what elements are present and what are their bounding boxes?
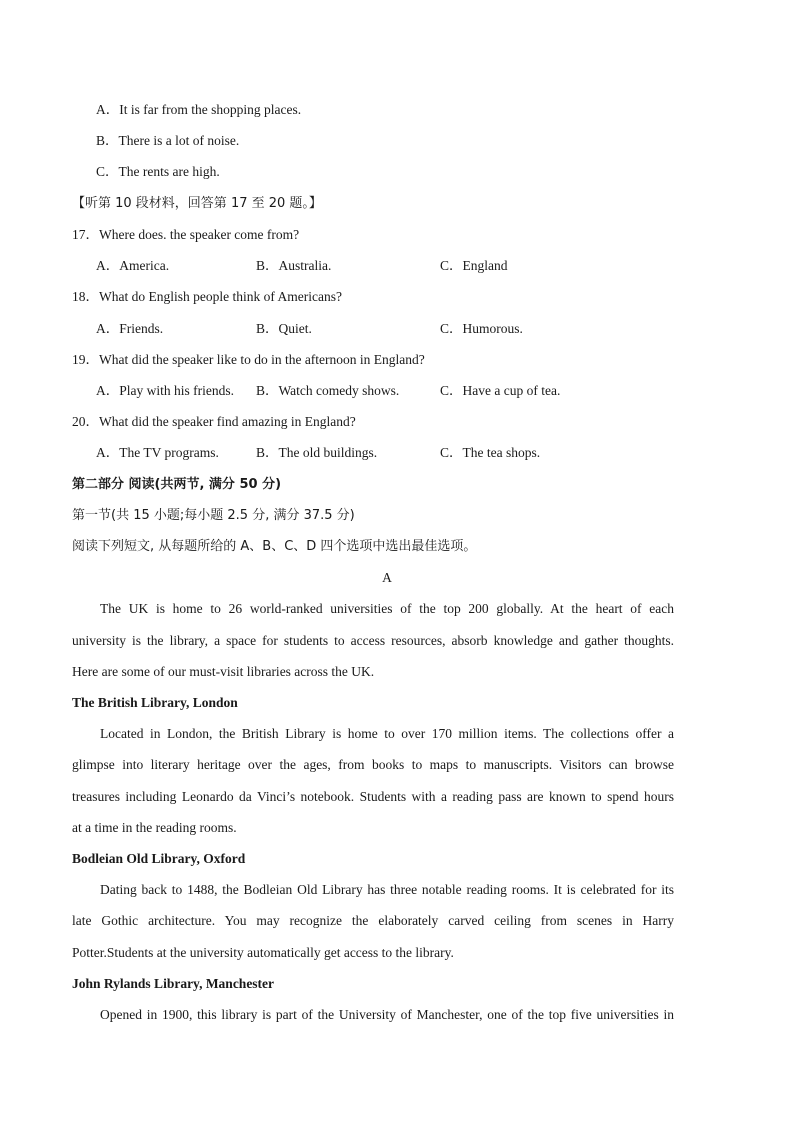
question-19-option-c[interactable]: C．Have a cup of tea. [440,383,561,398]
question-17-stem: 17．Where does. the speaker come from? [72,227,300,242]
question-20-option-b[interactable]: B．The old buildings. [256,445,378,460]
british-library-line-4: at a time in the reading rooms. [72,820,237,835]
q16-option-a[interactable]: A．It is far from the shopping places. [96,102,302,117]
part2-instruction: 阅读下列短文, 从每题所给的 A、B、C、D 四个选项中选出最佳选项。 [72,539,477,554]
listening-section-prompt: 【听第 10 段材料，回答第 17 至 20 题。】 [72,196,322,211]
british-library-line-3: treasures including Leonardo da Vinci’s notebook. Students with a reading pass are known to spend hours [72,789,674,804]
part2-section1-heading: 第一节(共 15 小题;每小题 2.5 分, 满分 37.5 分) [72,508,355,523]
british-library-line-1: Located in London, the British Library is home to over 170 million items. The collections offer a [100,726,674,741]
bodleian-line-2: late Gothic architecture. You may recognize the elaborately carved ceiling from scenes in Harry [72,913,674,928]
question-18-option-a[interactable]: A．Friends. [96,321,164,336]
question-19-option-b[interactable]: B．Watch comedy shows. [256,383,400,398]
q16-option-b[interactable]: B．There is a lot of noise. [96,133,240,148]
bodleian-line-1: Dating back to 1488, the Bodleian Old Library has three notable reading rooms. It is celebrated for its [100,882,674,897]
question-20-option-c[interactable]: C．The tea shops. [440,445,541,460]
part2-heading: 第二部分 阅读(共两节, 满分 50 分) [72,477,282,492]
british-library-title: The British Library, London [72,695,238,710]
bodleian-line-3: Potter.Students at the university automatically get access to the library. [72,945,454,960]
passage-intro-line-1: The UK is home to 26 world-ranked universities of the top 200 globally. At the heart of each [100,601,674,616]
passage-intro-line-2: university is the library, a space for students to access resources, absorb knowledge and gather thoughts. [72,633,674,648]
passage-intro-line-3: Here are some of our must-visit libraries across the UK. [72,664,375,679]
passage-label: A [382,570,392,585]
rylands-title: John Rylands Library, Manchester [72,976,275,991]
question-20-option-a[interactable]: A．The TV programs. [96,445,219,460]
question-17-option-a[interactable]: A．America. [96,258,170,273]
question-19-stem: 19．What did the speaker like to do in the afternoon in England? [72,352,425,367]
question-20-stem: 20．What did the speaker find amazing in England? [72,414,356,429]
question-17-option-c[interactable]: C．England [440,258,508,273]
q16-option-c[interactable]: C．The rents are high. [96,164,220,179]
rylands-line-1: Opened in 1900, this library is part of the University of Manchester, one of the top five universities in [100,1007,674,1022]
question-19-option-a[interactable]: A．Play with his friends. [96,383,234,398]
question-17-option-b[interactable]: B．Australia. [256,258,332,273]
british-library-line-2: glimpse into literary heritage over the ages, from books to maps to manuscripts. Visitors can browse [72,757,674,772]
question-18-stem: 18．What do English people think of Americans? [72,289,342,304]
bodleian-title: Bodleian Old Library, Oxford [72,851,246,866]
question-18-option-b[interactable]: B．Quiet. [256,321,312,336]
question-18-option-c[interactable]: C．Humorous. [440,321,523,336]
